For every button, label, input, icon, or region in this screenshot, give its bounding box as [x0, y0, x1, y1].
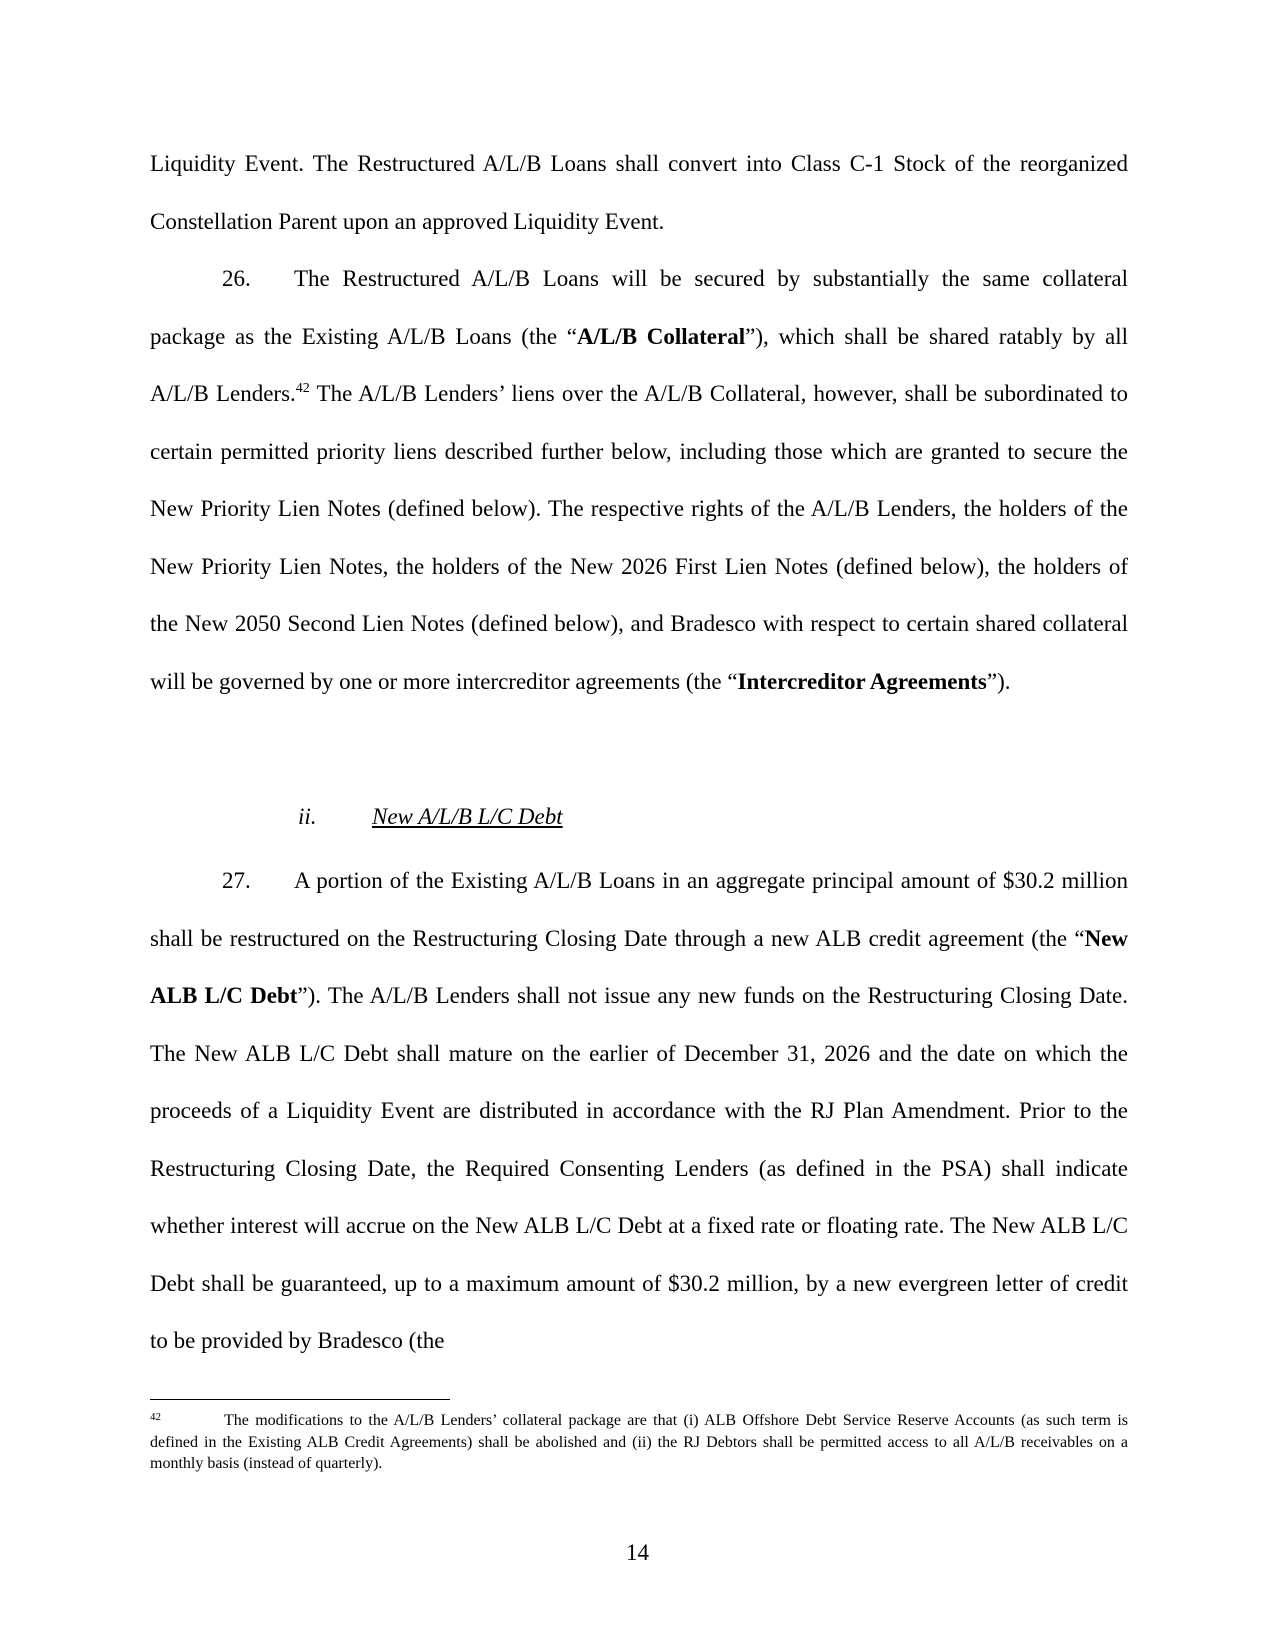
defined-term: A/L/B Collateral — [576, 323, 746, 349]
paragraph-26-body — [150, 250, 1128, 710]
paragraph-text: The Restructured A/L/B Loans will be secured by substantially the same collateral package as the Existing A/L/B Loans (the “ — [150, 266, 1128, 349]
paragraph-27-body — [150, 852, 1128, 1370]
defined-term: New ALB L/C Debt — [150, 925, 1128, 1008]
paragraph-number: 27. — [222, 868, 251, 893]
section-title: New A/L/B L/C Debt — [372, 804, 563, 829]
paragraph-continuation — [150, 135, 1128, 250]
paragraph-text: ”). The A/L/B Lenders shall not issue any new funds on the Restructuring Closing Date. The New ALB L/C Debt shall mature on the earlier of December 31, 2026 and the date on which the proceeds of a Liquidity Event are distributed in accordance with the RJ Plan Amendment. Prior to the Restructuring Closing Date, the Required Consenting Lenders (as defined in the PSA) shall indicate whether interest will accrue on the New ALB L/C Debt at a fixed rate or floating rate. The New ALB L/C Debt shall be guaranteed, up to a maximum amount of $30.2 million, by a new evergreen letter of credit to be provided by Bradesco (the — [150, 983, 1128, 1353]
paragraph-text: ”), which shall be shared ratably by all A/L/B Lenders. — [150, 323, 1128, 406]
paragraph-number: 26. — [222, 266, 251, 291]
paragraph-text: ”). — [986, 668, 1011, 694]
page-number: 14 — [626, 1540, 649, 1565]
defined-term: Intercreditor Agreements — [737, 668, 987, 694]
footnote-divider — [150, 1399, 450, 1400]
paragraph-26 — [150, 250, 1128, 710]
paragraph-text: A portion of the Existing A/L/B Loans in an aggregate principal amount of $30.2 million shall be restructured on the Restructuring Closing Date through a new ALB credit agreement (the “ — [150, 868, 1128, 951]
section-heading — [298, 802, 563, 832]
footnote-reference: 42 — [295, 381, 310, 396]
footnote-text: The modifications to the A/L/B Lenders’ collateral package are that (i) ALB Offshore Debt Service Reserve Accounts (as such term is defined in the Existing ALB Credit Agreements) shall be abolished and (ii) the RJ Debtors shall be permitted access to all A/L/B receivables on a monthly basis (instead of quarterly). — [150, 1412, 1128, 1472]
section-number: ii. — [298, 804, 317, 829]
paragraph-text: Liquidity Event. The Restructured A/L/B Loans shall convert into Class C-1 Stock of the reorganized Constellation Parent upon an approved Liquidity Event. — [150, 151, 1128, 234]
footnote: 42 The modifications to the A/L/B Lenders’ collateral package are that (i) ALB Offshore Debt Service Reserve Accounts (as such term is defined in the Existing ALB Credit Agreements) shall be abolished and (ii) the RJ Debtors shall be permitted access to all A/L/B receivables on a monthly basis (instead of quarterly). — [150, 1411, 1128, 1472]
paragraph-text: The A/L/B Lenders’ liens over the A/L/B Collateral, however, shall be subordinated to certain permitted priority liens described further below, including those which are granted to secure the New Priority Lien Notes (defined below). The respective rights of the A/L/B Lenders, the holders of the New Priority Lien Notes, the holders of the New 2026 First Lien Notes (defined below), the holders of the New 2050 Second Lien Notes (defined below), and Bradesco with respect to certain shared collateral will be governed by one or more intercreditor agreements (the “ — [150, 381, 1128, 694]
paragraph-27 — [150, 852, 1128, 1370]
